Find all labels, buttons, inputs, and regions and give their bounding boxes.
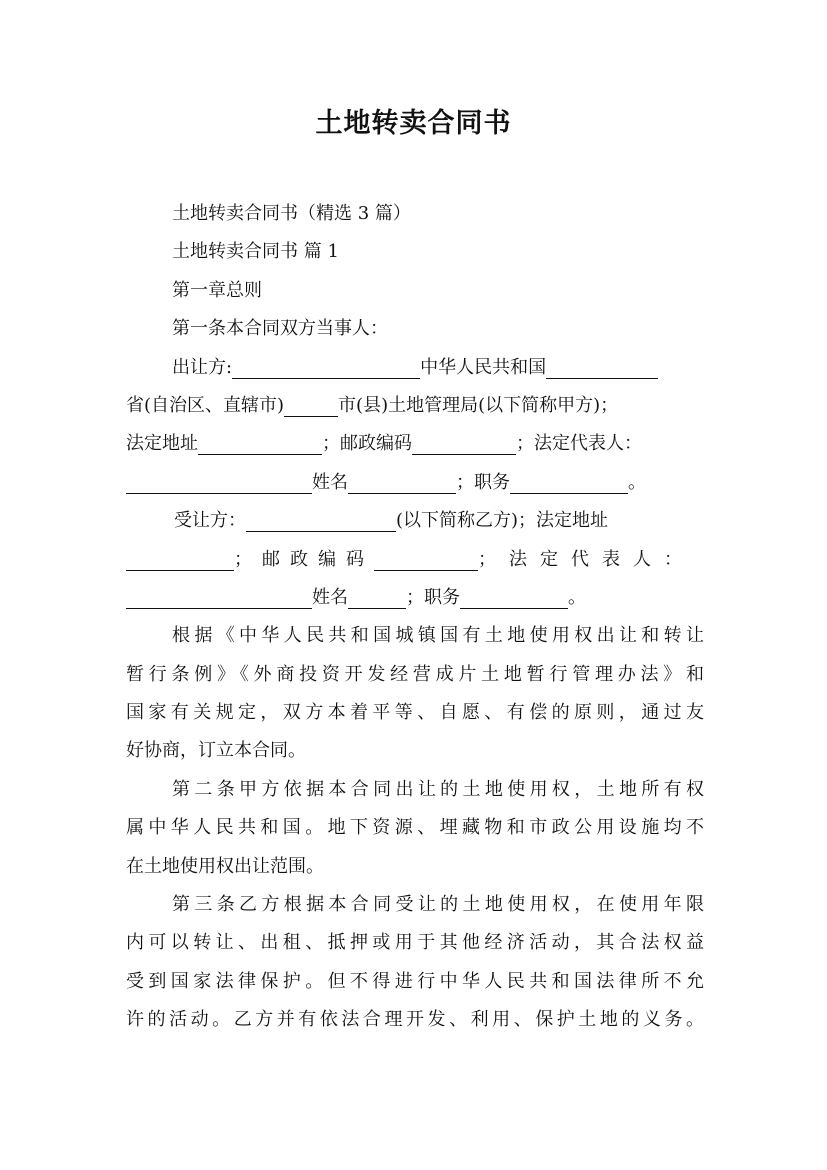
name-label: 姓名 <box>312 471 348 493</box>
paragraph-line: 在土地使用权出让范围。 <box>126 855 324 877</box>
paragraph-line: 内可以转让、出租、抵押或用于其他经济活动，其合法权益 <box>126 932 704 954</box>
transferee-postcode-line <box>126 541 704 579</box>
blank-field <box>126 546 234 571</box>
blank-field <box>510 469 628 494</box>
paragraph-line: 属中华人民共和国。地下资源、埋藏物和市政公用设施均不 <box>126 817 704 839</box>
document-body <box>126 195 704 1040</box>
period: 。 <box>568 586 586 608</box>
document-title: 土地转卖合同书 <box>315 108 512 139</box>
legal-rep-label: ；法定代表人： <box>516 433 642 455</box>
blank-field <box>126 584 312 609</box>
postcode-label: ；邮政编码 <box>234 548 374 570</box>
transferee-name-line <box>126 579 704 617</box>
blank-field <box>246 507 396 532</box>
paragraph-article-3 <box>126 886 704 1040</box>
chapter-heading: 第一章总则 <box>172 279 262 301</box>
paragraph-line: 好协商，订立本合同。 <box>126 740 306 762</box>
blank-field <box>198 430 322 455</box>
transferee-address-label: (以下简称乙方)；法定地址 <box>396 510 609 532</box>
blank-field <box>284 392 338 417</box>
period: 。 <box>628 471 646 493</box>
address-label: 法定地址 <box>126 433 198 455</box>
land-bureau-label: 市(县)土地管理局(以下简称甲方)； <box>338 394 619 416</box>
blank-field <box>374 546 478 571</box>
paragraph-line: 第三条乙方根据本合同受让的土地使用权，在使用年限 <box>172 894 704 916</box>
name-line <box>126 464 704 502</box>
blank-field <box>232 354 420 379</box>
address-line <box>126 425 704 463</box>
blank-field <box>126 469 312 494</box>
province-label: 省(自治区、直辖市) <box>126 394 285 416</box>
transferee-label: 受让方： <box>174 510 246 532</box>
paragraph-line: 国家有关规定，双方本着平等、自愿、有偿的原则，通过友 <box>126 702 704 724</box>
transferee-line <box>126 502 704 540</box>
position-label: ；职务 <box>456 471 510 493</box>
position-label: ；职务 <box>406 586 460 608</box>
paragraph-line: 受到国家法律保护。但不得进行中华人民共和国法律所不允 <box>126 970 704 992</box>
country-label: 中华人民共和国 <box>420 356 547 378</box>
paragraph-line: 第二条甲方依据本合同出让的土地使用权，土地所有权 <box>172 778 704 800</box>
name-label: 姓名 <box>312 586 348 608</box>
subtitle-line: 土地转卖合同书（精选 3 篇） <box>172 203 411 224</box>
transferor-line <box>126 349 704 387</box>
transferor-label: 出让方: <box>172 356 233 378</box>
paragraph-article-2 <box>126 771 704 886</box>
blank-field <box>348 469 456 494</box>
blank-field <box>412 430 516 455</box>
article-1-heading: 第一条本合同双方当事人： <box>172 318 388 340</box>
paragraph-line: 许的活动。乙方并有依法合理开发、利用、保护土地的义务。 <box>126 1009 704 1031</box>
blank-field <box>546 354 658 379</box>
postcode-label: ；邮政编码 <box>322 433 412 455</box>
province-line <box>126 387 704 425</box>
paragraph-line: 根据《中华人民共和国城镇国有土地使用权出让和转让 <box>172 625 704 647</box>
blank-field <box>348 584 406 609</box>
section-heading: 土地转卖合同书 篇 1 <box>172 241 339 263</box>
paragraph-line: 暂行条例》《外商投资开发经营成片土地暂行管理办法》和 <box>126 663 704 685</box>
blank-field <box>460 584 568 609</box>
legal-rep-label: ；法定代表人： <box>478 548 695 570</box>
paragraph-basis <box>126 617 704 771</box>
